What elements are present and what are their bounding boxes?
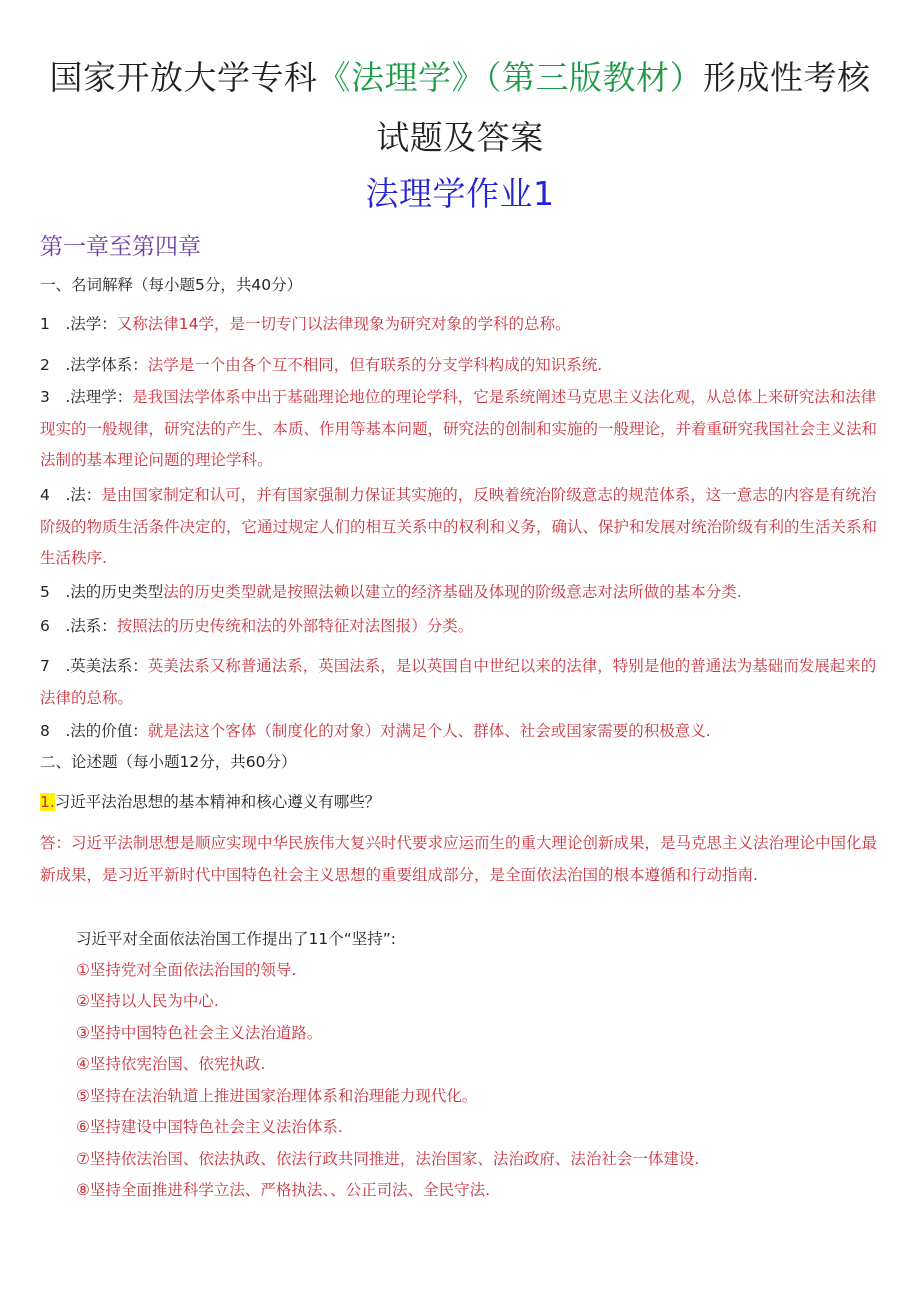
doc-title-line1 [0, 52, 920, 99]
term-definition: 英美法系又称普通法系，英国法系，是以英国自中世纪以来的法律，特别是他的普通法为基础而发展起来的法律的总称。 [40, 657, 877, 707]
point-7: ⑦坚持依法治国、依法执政、依法行政共同推进，法治国家、法治政府、法治社会一体建设. [76, 1150, 700, 1168]
term-1 [40, 309, 882, 340]
term-definition: 按照法的历史传统和法的外部特征对法图报）分类。 [116, 617, 474, 635]
assignment-title: 法理学作业1 [365, 174, 555, 213]
term-label: 6 .法系： [40, 617, 117, 635]
term-definition: 法的历史类型就是按照法赖以建立的经济基础及体现的阶级意志对法所做的基本分类. [163, 583, 742, 601]
term-definition: 就是法这个客体（制度化的对象）对满足个人、群体、社会或国家需要的积极意义. [147, 722, 711, 740]
question-1 [40, 787, 882, 818]
term-7 [40, 651, 882, 714]
point-4: ④坚持依宪治国、依宪执政. [76, 1055, 266, 1073]
title-suffix: 形成性考核 [703, 58, 871, 97]
answer-1: 答：习近平法制思想是顺应实现中华民族伟大复兴时代要求应运而生的重大理论创新成果，是马克思主义法治理论中国化最新成果，是习近平新时代中国特色社会主义思想的重要组成部分，是全面依法治国的根本遵循和行动指南. [40, 834, 878, 884]
term-4 [40, 480, 882, 575]
term-label: 1 .法学： [40, 315, 117, 333]
term-definition: 法学是一个由各个互不相同，但有联系的分支学科构成的知识系统. [147, 356, 603, 374]
point-2: ②坚持以人民为中心. [76, 992, 219, 1010]
question-number: 1. [40, 793, 55, 811]
term-8 [40, 716, 882, 747]
point-8: ⑧坚持全面推进科学立法、严格执法、、公正司法、全民守法. [76, 1181, 491, 1199]
term-definition: 是由国家制定和认可，并有国家强制力保证其实施的，反映着统治阶级意志的规范体系，这一意志的内容是有统治阶级的物质生活条件决定的，它通过规定人们的相互关系中的权利和义务，确认、保护和发展对统治阶级有利的生活关系和生活秩序. [40, 486, 878, 567]
point-6: ⑥坚持建设中国特色社会主义法治体系. [76, 1118, 343, 1136]
term-label: 4 .法： [40, 486, 102, 504]
answer-intro: 习近平对全面依法治国工作提出了11个“坚持”: [76, 930, 397, 948]
term-label: 3 .法理学： [40, 388, 133, 406]
question-text: 习近平法治思想的基本精神和核心遵义有哪些？ [54, 793, 381, 811]
term-label: 2 .法学体系： [40, 356, 148, 374]
term-3 [40, 382, 882, 477]
term-5 [40, 577, 882, 608]
term-label: 7 .英美法系： [40, 657, 148, 675]
term-label: 8 .法的价值： [40, 722, 148, 740]
point-3: ③坚持中国特色社会主义法治道路。 [76, 1024, 323, 1042]
section1-heading: 一、名词解释（每小题5分，共40分） [40, 276, 303, 294]
title-prefix: 国家开放大学专科 [49, 58, 318, 97]
term-definition: 是我国法学体系中出于基础理论地位的理论学科，它是系统阐述马克思主义法化观，从总体上来研究法和法律现实的一般规律，研究法的产生、本质、作用等基本问题，研究法的创制和实施的一般理论，并着重研究我国社会主义法和法制的基本理论问题的理论学科。 [40, 388, 878, 469]
point-1: ①坚持党对全面依法治国的领导. [76, 961, 297, 979]
point-5: ⑤坚持在法治轨道上推进国家治理体系和治理能力现代化。 [76, 1087, 478, 1105]
term-2 [40, 350, 882, 381]
chapter-heading: 第一章至第四章 [40, 234, 201, 260]
section2-heading: 二、论述题（每小题12分，共60分） [40, 753, 297, 771]
term-6 [40, 611, 882, 642]
term-label: 5 .法的历史类型 [40, 583, 164, 601]
doc-title-line2: 试题及答案 [376, 118, 544, 157]
title-course-name: 《法理学》（第三版教材） [317, 58, 703, 97]
term-definition: 又称法律14学，是一切专门以法律现象为研究对象的学科的总称。 [116, 315, 571, 333]
